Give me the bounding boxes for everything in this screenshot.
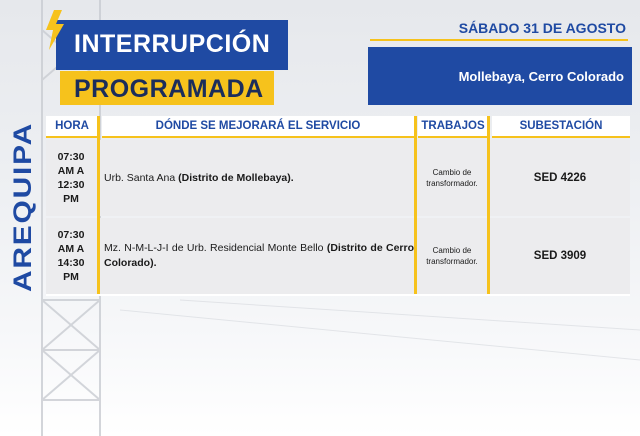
substation-cell: SED 4226 xyxy=(533,172,587,184)
locations-label: Mollebaya, Cerro Colorado xyxy=(458,69,624,84)
work-cell: Cambio de transformador. xyxy=(426,168,478,188)
region-label: AREQUIPA xyxy=(9,149,37,292)
work-cell: Cambio de transformador. xyxy=(426,246,478,266)
table-row xyxy=(46,140,630,216)
place-cell xyxy=(102,140,414,216)
title-badge-scheduled xyxy=(60,71,274,105)
header-hora: HORA xyxy=(46,116,98,138)
column-divider xyxy=(414,116,417,294)
column-divider xyxy=(487,116,490,294)
header-donde: DÓNDE SE MEJORARÁ EL SERVICIO xyxy=(102,116,414,138)
locations-box xyxy=(368,47,632,105)
lightning-bolt-icon xyxy=(40,10,68,50)
date-label: SÁBADO 31 DE AGOSTO xyxy=(458,20,626,36)
district-text: (Distrito de Cerro Colorado). xyxy=(104,242,415,269)
title-line2: PROGRAMADA xyxy=(74,75,264,103)
schedule-table xyxy=(46,116,630,296)
header-trabajos: TRABAJOS xyxy=(418,116,488,138)
substation-cell: SED 3909 xyxy=(533,250,587,262)
district-text: (Distrito de Mollebaya). xyxy=(178,171,294,184)
place-cell xyxy=(102,218,414,294)
header-subestacion: SUBESTACIÓN xyxy=(492,116,630,138)
table-bottom-line xyxy=(46,294,630,296)
time-cell: 07:30 AM A 12:30 PM xyxy=(57,151,85,205)
place-text: Mz. N-M-L-J-I de Urb. Residencial Monte Bello xyxy=(104,242,327,254)
title-line1: INTERRUPCIÓN xyxy=(74,30,271,58)
region-vertical-title xyxy=(0,120,40,296)
time-cell: 07:30 AM A 14:30 PM xyxy=(57,229,85,283)
date-underline xyxy=(370,39,628,41)
column-divider xyxy=(97,116,100,294)
title-badge-interruption xyxy=(56,20,288,70)
place-text: Urb. Santa Ana xyxy=(104,171,179,184)
table-row xyxy=(46,218,630,294)
